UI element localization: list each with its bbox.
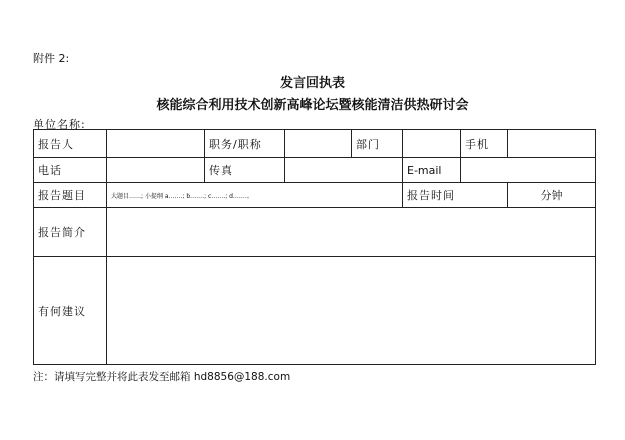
summary-label: 报告简介	[34, 208, 107, 257]
department-field[interactable]	[403, 130, 461, 158]
table-row	[34, 257, 596, 365]
summary-field[interactable]	[107, 208, 596, 257]
phone-label: 电话	[34, 158, 107, 183]
mobile-field[interactable]	[508, 130, 596, 158]
form-title: 发言回执表	[279, 76, 345, 91]
table-row	[34, 208, 596, 257]
fax-label: 传真	[205, 158, 285, 183]
table-row	[34, 130, 596, 158]
position-field[interactable]	[285, 130, 352, 158]
department-label: 部门	[352, 130, 403, 158]
table-row	[34, 158, 596, 183]
email-label: E-mail	[403, 158, 461, 183]
reporter-field[interactable]	[107, 130, 205, 158]
minutes-field[interactable]: 分钟	[508, 183, 596, 208]
topic-field[interactable]: 大题目……; 小提纲 a.……; b.……; c.……; d.……。	[107, 183, 403, 208]
report-time-label: 报告时间	[403, 183, 508, 208]
conference-title: 核能综合利用技术创新高峰论坛暨核能清洁供热研讨会	[156, 98, 469, 113]
table-row	[34, 183, 596, 208]
attachment-label: 附件 2:	[33, 52, 70, 65]
footnote: 注：请填写完整并将此表发至邮箱 hd8856@188.com	[33, 371, 291, 383]
phone-field[interactable]	[107, 158, 205, 183]
position-label: 职务/职称	[205, 130, 285, 158]
suggestion-field[interactable]	[107, 257, 596, 365]
email-field[interactable]	[461, 158, 596, 183]
unit-name-label: 单位名称:	[33, 118, 86, 131]
suggestion-label: 有何建议	[34, 257, 107, 365]
reply-form-table	[33, 129, 596, 365]
reporter-label: 报告人	[34, 130, 107, 158]
fax-field[interactable]	[285, 158, 403, 183]
topic-label: 报告题目	[34, 183, 107, 208]
mobile-label: 手机	[461, 130, 508, 158]
